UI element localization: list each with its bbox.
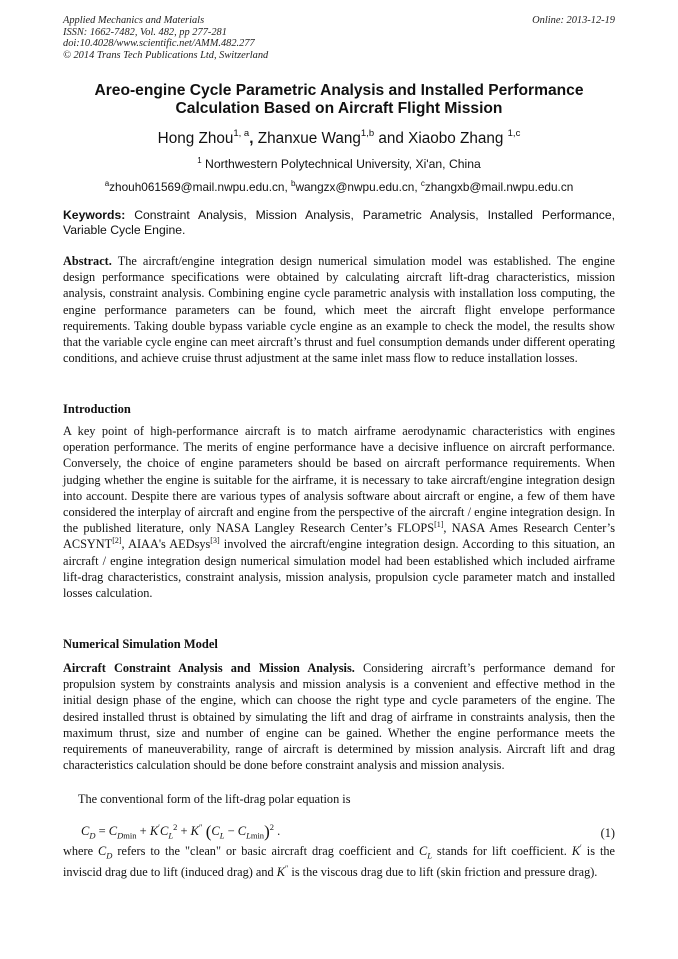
keywords-text: Constraint Analysis, Mission Analysis, Parametric Analysis, Installed Performance, Variable Cycle Engine. bbox=[63, 208, 615, 237]
eq-symbol: K bbox=[276, 864, 285, 879]
equation-intro: The conventional form of the lift-drag polar equation is bbox=[78, 792, 351, 806]
affiliation-text: Northwestern Polytechnical University, Xi'an, China bbox=[201, 157, 481, 171]
eq-symbol: C bbox=[160, 824, 169, 839]
author-affil-mark: 1, a bbox=[233, 128, 250, 139]
citation-ref[interactable]: [3] bbox=[210, 536, 220, 546]
eq-subscript: D bbox=[89, 830, 96, 841]
copyright-line: © 2014 Trans Tech Publications Ltd, Switzerland bbox=[63, 49, 269, 61]
author-affil-mark: 1,b bbox=[360, 128, 375, 139]
affiliation-mark: 1 bbox=[197, 156, 202, 165]
numerical-paragraph bbox=[63, 660, 615, 773]
eq-superscript: ″ bbox=[284, 863, 289, 873]
eq-subscript: D bbox=[106, 850, 113, 861]
author-list bbox=[63, 130, 615, 148]
paragraph-text: , NASA Ames Research Center’s ACSYNT bbox=[63, 521, 615, 552]
paragraph-text: A key point of high-performance aircraft is to match airframe aerodynamic characteristics with engines operation performance. The merits of engine performance have a decisive influence on aircraft performance. Conversely, the choice of engine parameters should be based on aircraft performance requirements. When judging whether the engine is suitable for the airframe, it is necessary to take aircraft/engine integration design into account. Despite there are various types of analysis software about aircraft or engine, a few of them have considered the interplay of aircraft and engine from the perspective of the aircraft / engine integration design. In the published literature, only NASA Langley Research Center’s FLOPS bbox=[63, 424, 615, 536]
online-date: Online: 2013-12-19 bbox=[532, 15, 615, 26]
eq-superscript: 2 bbox=[173, 822, 178, 832]
eq-operator: + bbox=[177, 824, 191, 839]
eq-superscript: ′ bbox=[580, 843, 582, 852]
email-link[interactable]: zhangxb@mail.nwpu.edu.cn bbox=[424, 180, 574, 194]
eq-symbol: K bbox=[571, 844, 581, 858]
paragraph-text: , AIAA's AEDsys bbox=[121, 537, 211, 552]
paragraph-text: is the inviscid drag due to lift (induced drag) and bbox=[63, 844, 616, 879]
equation-math bbox=[81, 822, 280, 842]
email-link[interactable]: zhouh061569@mail.nwpu.edu.cn, bbox=[109, 180, 291, 194]
email-link[interactable]: wangzx@nwpu.edu.cn, bbox=[295, 180, 421, 194]
abstract-text: The aircraft/engine integration design numerical simulation model was established. The engine design performance specifications were obtained by calculating aircraft lift-drag characteristics, mission analysis, constraint analysis. Combining engine cycle parametric analysis with installation loss computing, the engine performance parameters can be found, which meet the aircraft flight envelope performance requirements. Taking double bypass variable cycle engine as an example to check the model, the results show that the variable cycle engine can meet aircraft’s thrust and fuel consumption demands under different operating conditions, and achieve cruise thrust adjustment at the same inlet mass flow to reduce installation losses. bbox=[63, 254, 615, 366]
eq-superscript: 2 bbox=[269, 822, 274, 832]
eq-subscript-part: D bbox=[117, 830, 124, 841]
eq-symbol: C bbox=[98, 844, 107, 858]
email-mark: c bbox=[420, 179, 425, 188]
journal-name: Applied Mechanics and Materials bbox=[63, 15, 205, 26]
eq-subscript bbox=[117, 831, 136, 841]
eq-superscript: ″ bbox=[199, 822, 203, 832]
eq-subscript bbox=[246, 831, 264, 841]
keywords bbox=[63, 208, 615, 237]
author-name: Hong Zhou bbox=[157, 130, 234, 147]
doi-line[interactable]: doi:10.4028/www.scientific.net/AMM.482.277 bbox=[63, 38, 255, 49]
paragraph-text: is the viscous drag due to lift (skin friction and pressure drag). bbox=[288, 864, 598, 879]
paragraph-text: refers to the "clean" or basic aircraft drag coefficient and bbox=[112, 844, 419, 858]
eq-symbol: C bbox=[108, 824, 118, 839]
paragraph-text: stands for lift coefficient. bbox=[431, 844, 572, 858]
citation-ref[interactable]: [2] bbox=[112, 536, 122, 546]
issn-line: ISSN: 1662-7482, Vol. 482, pp 277-281 bbox=[63, 26, 227, 38]
subsection-lead: Aircraft Constraint Analysis and Mission Analysis. bbox=[63, 661, 355, 675]
eq-symbol: C bbox=[211, 824, 220, 839]
section-heading-numerical-model: Numerical Simulation Model bbox=[63, 637, 218, 651]
eq-subscript: L bbox=[427, 850, 432, 861]
eq-symbol: C bbox=[81, 824, 90, 839]
paragraph-text: where bbox=[63, 844, 99, 858]
eq-subscript-part: min bbox=[250, 830, 265, 841]
eq-paren: ) bbox=[264, 822, 270, 842]
eq-operator: − bbox=[224, 824, 238, 839]
abstract bbox=[63, 253, 615, 366]
paragraph-text: Considering aircraft’s performance demand for propulsion system by constraints analysis and mission analysis is a convenient and effective method in the initial design phase of the engine, which can choose the right type and cycle parameters of the engine. The desired installed thrust is obtained by simulating the lift and drag of airframe in constraints analysis, then the maximum thrust, size and number of engine can be gained. Whether the engine performance meets the requirements of maneuverability, range of aircraft is determined by mission analysis. Aircraft lift and drag characteristics calculation should be done before constraint analysis and mission analysis. bbox=[63, 661, 616, 773]
eq-subscript-part: L bbox=[246, 830, 251, 841]
equation-explanation bbox=[63, 843, 615, 880]
section-heading-introduction: Introduction bbox=[63, 402, 131, 416]
abstract-label: Abstract. bbox=[63, 254, 112, 268]
email-mark: b bbox=[291, 179, 296, 188]
introduction-paragraph bbox=[63, 423, 615, 601]
eq-operator: = bbox=[95, 824, 109, 839]
email-mark: a bbox=[104, 179, 110, 188]
eq-symbol: C bbox=[418, 844, 428, 858]
eq-subscript-part: min bbox=[123, 830, 137, 841]
journal-metadata bbox=[63, 15, 268, 61]
eq-symbol: C bbox=[237, 824, 247, 839]
equation-1 bbox=[63, 818, 615, 846]
eq-symbol: K bbox=[190, 824, 200, 839]
eq-superscript: ′ bbox=[158, 822, 161, 832]
author-name: and Xiaobo Zhang bbox=[374, 130, 508, 147]
paragraph-text: involved the aircraft/engine integration design. According to this situation, an aircraft / engine integration design numerical simulation model had been established which included airframe lift-drag characteristics, constraint analysis, mission analysis, propulsion cycle parameter match and installed losses calculation. bbox=[63, 537, 615, 601]
eq-operator: + bbox=[136, 824, 150, 839]
keywords-label: Keywords: bbox=[63, 208, 126, 222]
author-affil-mark: 1,c bbox=[507, 128, 521, 139]
eq-paren: ( bbox=[205, 822, 212, 842]
author-separator: , bbox=[249, 130, 258, 147]
affiliation bbox=[63, 157, 615, 172]
eq-subscript: L bbox=[168, 830, 174, 841]
author-emails bbox=[63, 180, 615, 194]
eq-subscript: L bbox=[219, 830, 225, 841]
equation-number: (1) bbox=[600, 826, 615, 840]
author-name: Zhanxue Wang bbox=[257, 130, 361, 147]
citation-ref[interactable]: [1] bbox=[434, 520, 444, 530]
eq-symbol: K bbox=[149, 824, 159, 839]
eq-punctuation: . bbox=[273, 824, 281, 839]
paper-title: Areo-engine Cycle Parametric Analysis and Installed Performance Calculation Based on Aircraft Flight Mission bbox=[94, 82, 584, 117]
